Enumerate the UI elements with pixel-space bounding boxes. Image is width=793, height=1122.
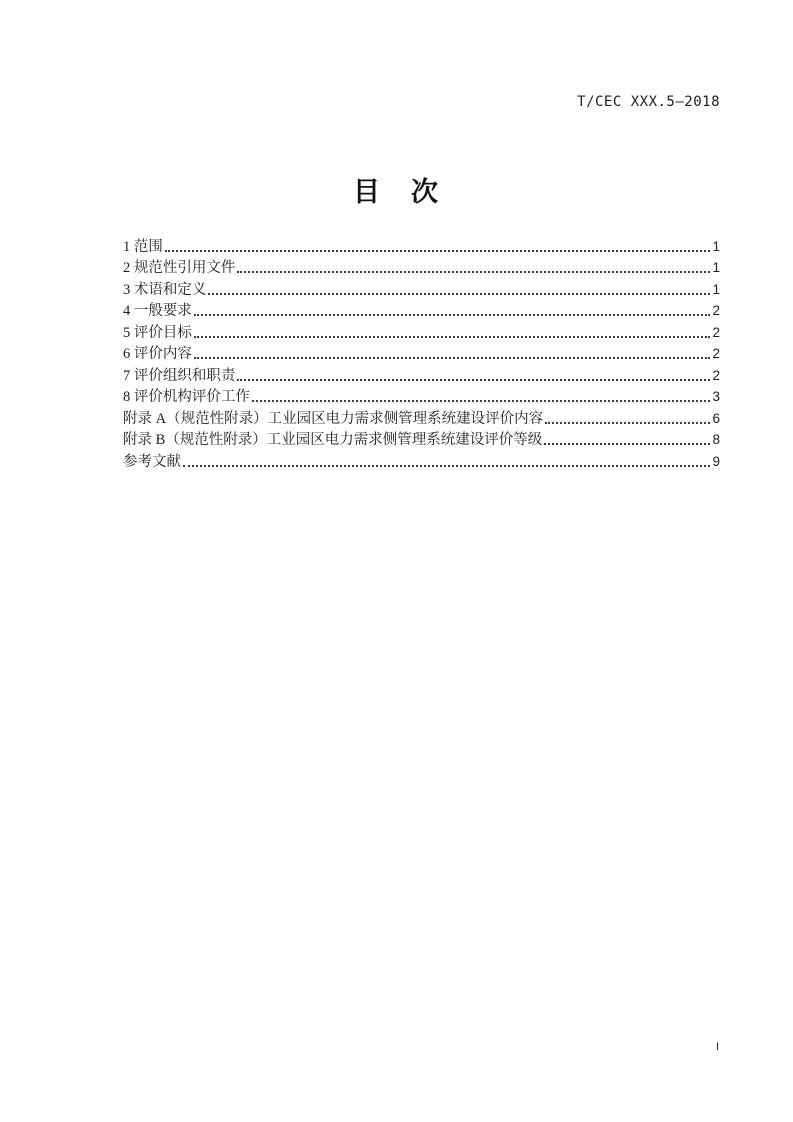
toc-entry-page-number: 2	[712, 367, 720, 383]
toc-dot-leader	[183, 465, 710, 467]
toc-dot-leader	[237, 271, 710, 273]
toc-title: 目 次	[353, 177, 440, 207]
toc-entry-page-number: 9	[712, 453, 720, 469]
toc-list	[123, 234, 720, 471]
toc-entry-page-number: 1	[712, 238, 720, 254]
toc-dot-leader	[194, 336, 711, 338]
toc-entry-label: 6 评价内容	[123, 346, 192, 362]
toc-entry	[123, 428, 720, 450]
toc-entry	[123, 299, 720, 321]
toc-dot-leader	[545, 422, 710, 424]
footer-page-number: I	[715, 1041, 719, 1053]
toc-entry-label: 2 规范性引用文件	[123, 260, 236, 276]
toc-entry-label: 7 评价组织和职责	[123, 367, 236, 384]
toc-dot-leader	[165, 250, 711, 252]
toc-entry	[123, 449, 720, 471]
toc-entry-page-number: 6	[712, 410, 720, 426]
toc-entry-page-number: 2	[712, 303, 720, 318]
toc-entry-label: 附录 A（规范性附录）工业园区电力需求侧管理系统建设评价内容	[123, 410, 544, 427]
toc-entry	[123, 342, 720, 364]
toc-entry-label: 附录 B（规范性附录）工业园区电力需求侧管理系统建设评价等级	[123, 432, 543, 448]
toc-entry-page-number: 1	[712, 260, 720, 275]
toc-entry-label: 参考文献	[123, 453, 181, 470]
standard-code-header: T/CEC XXX.5—2018	[577, 94, 720, 110]
toc-dot-leader	[194, 314, 711, 316]
toc-entry	[123, 234, 720, 256]
toc-entry	[123, 256, 720, 278]
toc-entry-label: 8 评价机构评价工作	[123, 389, 250, 405]
toc-entry	[123, 406, 720, 428]
toc-entry-page-number: 2	[712, 346, 720, 361]
toc-dot-leader	[544, 443, 710, 445]
toc-entry-label: 4 一般要求	[123, 303, 192, 319]
toc-entry-page-number: 3	[712, 389, 720, 404]
toc-dot-leader	[194, 357, 711, 359]
toc-entry	[123, 277, 720, 299]
toc-dot-leader	[237, 379, 710, 381]
toc-entry-label: 3 术语和定义	[123, 281, 207, 298]
toc-entry	[123, 320, 720, 342]
toc-entry	[123, 363, 720, 385]
toc-entry	[123, 385, 720, 407]
toc-dot-leader	[252, 400, 711, 402]
toc-entry-page-number: 8	[712, 432, 720, 447]
toc-entry-label: 5 评价目标	[123, 324, 192, 341]
toc-entry-page-number: 2	[712, 324, 720, 340]
toc-dot-leader	[208, 293, 710, 295]
toc-entry-label: 1 范围	[123, 238, 163, 255]
toc-entry-page-number: 1	[712, 281, 720, 297]
